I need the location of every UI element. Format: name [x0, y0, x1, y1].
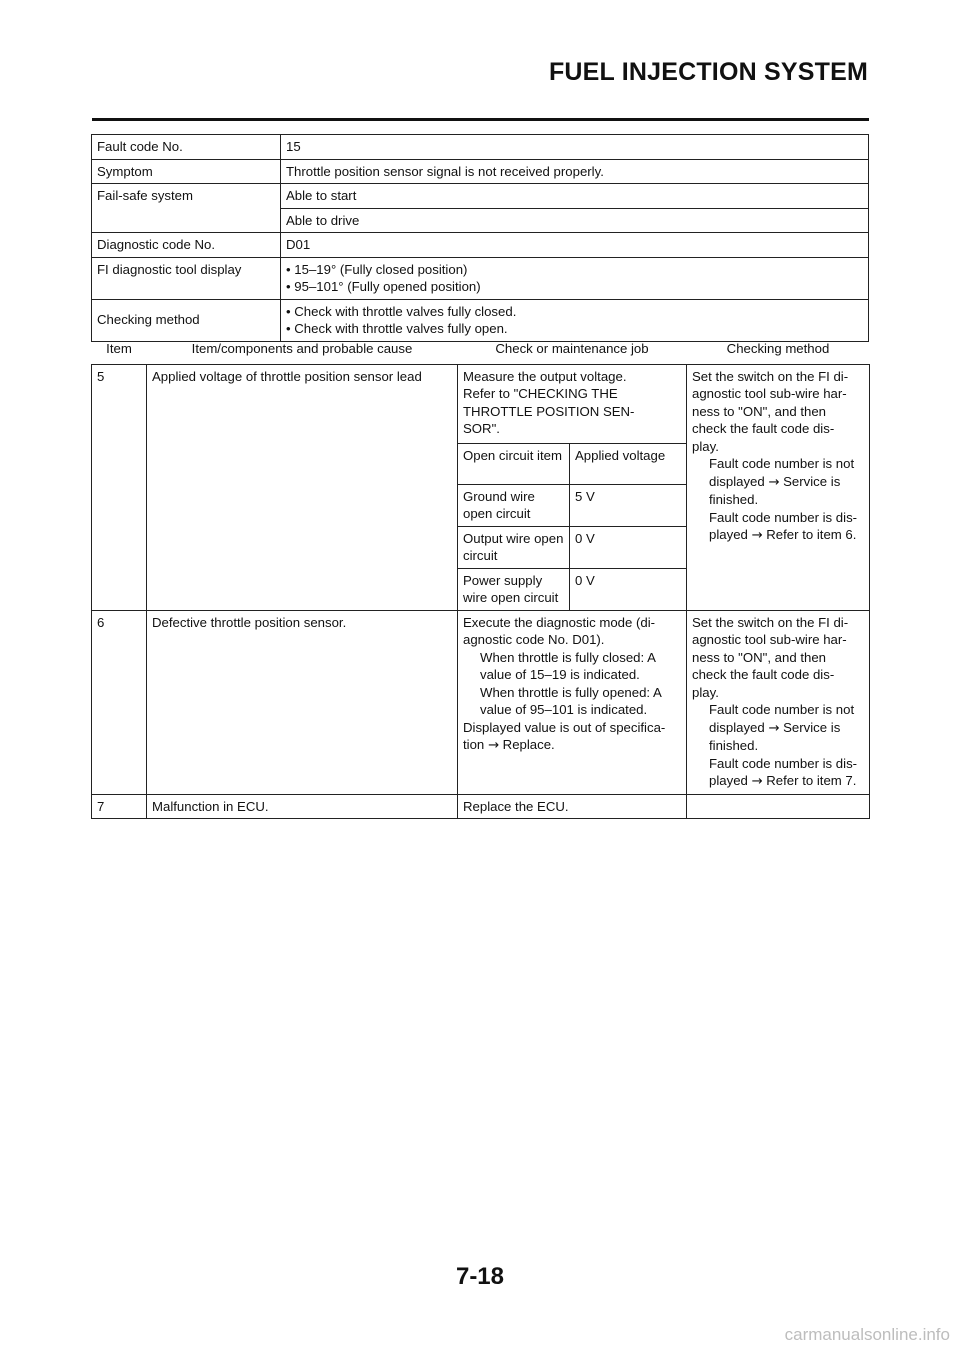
header-item: Item: [106, 341, 132, 356]
text-line: finished.: [709, 738, 759, 753]
list-item: • 15–19° (Fully closed position): [286, 261, 863, 279]
text-fragment: Refer to item 6.: [766, 527, 857, 542]
sub-header-voltage: Applied voltage: [570, 443, 687, 484]
text-line: finished.: [709, 492, 759, 507]
diag-code-label: Diagnostic code No.: [92, 233, 281, 258]
text-line: check the fault code dis-: [692, 421, 835, 436]
fault-code-value: 15: [281, 135, 869, 160]
text-line: Execute the diagnostic mode (di-: [463, 614, 656, 630]
arrow-right-icon: →: [487, 738, 499, 753]
row7-cause: Malfunction in ECU.: [147, 794, 458, 819]
sub-row-item: Ground wire open circuit: [458, 484, 570, 526]
failsafe-value-drive: Able to drive: [281, 208, 869, 233]
header-job: Check or maintenance job: [495, 341, 649, 356]
table-row: [92, 135, 869, 160]
text-fragment: tion: [463, 737, 485, 752]
table-row: [92, 610, 870, 794]
row5-job: [458, 364, 687, 443]
text-fragment: Service is: [783, 719, 841, 735]
text-fragment: Refer to item 7.: [766, 773, 857, 788]
row6-job: [458, 610, 687, 794]
text-line: Fault code number is dis-: [709, 509, 858, 525]
row6-cause: Defective throttle position sensor.: [147, 610, 458, 794]
text-line: When throttle is fully closed: A: [480, 649, 656, 665]
fault-info-table: [91, 134, 869, 342]
page-number: 7-18: [455, 1263, 505, 1290]
list-item: • Check with throttle valves fully open.: [286, 320, 863, 338]
text-line: Refer to "CHECKING THE: [463, 386, 618, 401]
text-line: play.: [692, 438, 719, 454]
table-row: [92, 233, 869, 258]
text-line: Measure the output voltage.: [463, 368, 627, 384]
arrow-right-icon: →: [768, 474, 780, 490]
text-line: Set the switch on the FI di-: [692, 368, 849, 384]
table-row: [92, 364, 870, 443]
text-fragment: Service is: [783, 473, 841, 489]
table-row: [92, 794, 870, 819]
row5-method: [687, 364, 870, 610]
text-line: value of 95–101 is indicated.: [480, 702, 648, 717]
row6-method: [687, 610, 870, 794]
sub-row-voltage: 0 V: [570, 526, 687, 568]
symptom-value: Throttle position sensor signal is not received properly.: [281, 159, 869, 184]
sub-row-item: Output wire open circuit: [458, 526, 570, 568]
text-line: Set the switch on the FI di-: [692, 614, 849, 630]
text-line: When throttle is fully opened: A: [480, 684, 662, 700]
text-line: Fault code number is dis-: [709, 755, 858, 771]
failsafe-label: Fail-safe system: [92, 184, 281, 233]
row6-item: 6: [92, 610, 147, 794]
page-title: FUEL INJECTION SYSTEM: [548, 58, 868, 86]
failsafe-value-start: Able to start: [281, 184, 869, 209]
text-line: Displayed value is out of specifica-: [463, 719, 666, 735]
text-line: play.: [692, 684, 719, 700]
text-line: agnostic tool sub-wire har-: [692, 632, 847, 647]
list-item: • Check with throttle valves fully closed.: [286, 303, 863, 321]
row5-cause: Applied voltage of throttle position sensor lead: [147, 364, 458, 610]
row7-job: Replace the ECU.: [458, 794, 687, 819]
sub-row-item: Power supply wire open circuit: [458, 568, 570, 610]
diag-code-value: D01: [281, 233, 869, 258]
header-method: Checking method: [726, 341, 830, 356]
text-line: Fault code number is not: [709, 702, 855, 717]
tool-display-label: FI diagnostic tool display: [92, 257, 281, 299]
text-line: agnostic code No. D01).: [463, 632, 605, 647]
sub-row-voltage: 0 V: [570, 568, 687, 610]
text-fragment: played: [709, 527, 748, 542]
text-line: Fault code number is not: [709, 456, 855, 471]
list-item: • 95–101° (Fully opened position): [286, 278, 863, 296]
sub-header-item: Open circuit item: [458, 443, 570, 484]
text-line: check the fault code dis-: [692, 667, 835, 682]
text-line: THROTTLE POSITION SEN-: [463, 403, 635, 419]
text-line: value of 15–19 is indicated.: [480, 667, 640, 682]
table-header-row: [92, 336, 870, 364]
table-row: [92, 299, 869, 341]
arrow-right-icon: →: [751, 528, 763, 543]
arrow-right-icon: →: [768, 720, 780, 736]
text-line: [692, 526, 864, 545]
text-fragment: Replace.: [502, 737, 555, 752]
table-row: [92, 159, 869, 184]
row7-item: 7: [92, 794, 147, 819]
symptom-label: Symptom: [92, 159, 281, 184]
row5-item: 5: [92, 364, 147, 610]
text-fragment: played: [709, 773, 748, 788]
arrow-right-icon: →: [751, 774, 763, 789]
tool-display-values: [281, 257, 869, 299]
fault-code-label: Fault code No.: [92, 135, 281, 160]
text-line: ness to "ON", and then: [692, 649, 826, 665]
sub-row-voltage: 5 V: [570, 484, 687, 526]
row7-method: [687, 794, 870, 819]
table-row: [92, 184, 869, 209]
header-divider: [92, 118, 869, 121]
text-line: agnostic tool sub-wire har-: [692, 386, 847, 401]
header-cause: Item/components and probable cause: [191, 341, 413, 356]
text-line: [692, 772, 864, 791]
watermark: carmanualsonline.info: [784, 1325, 950, 1344]
text-fragment: displayed: [709, 719, 765, 735]
text-line: SOR".: [463, 421, 500, 436]
checking-method-values: [281, 299, 869, 341]
table-row: [92, 257, 869, 299]
text-line: [692, 719, 864, 738]
text-line: [463, 736, 681, 755]
text-line: [692, 473, 864, 492]
text-fragment: displayed: [709, 473, 765, 489]
check-table: [91, 336, 870, 819]
checking-method-label: Checking method: [92, 299, 281, 341]
text-line: ness to "ON", and then: [692, 403, 826, 419]
